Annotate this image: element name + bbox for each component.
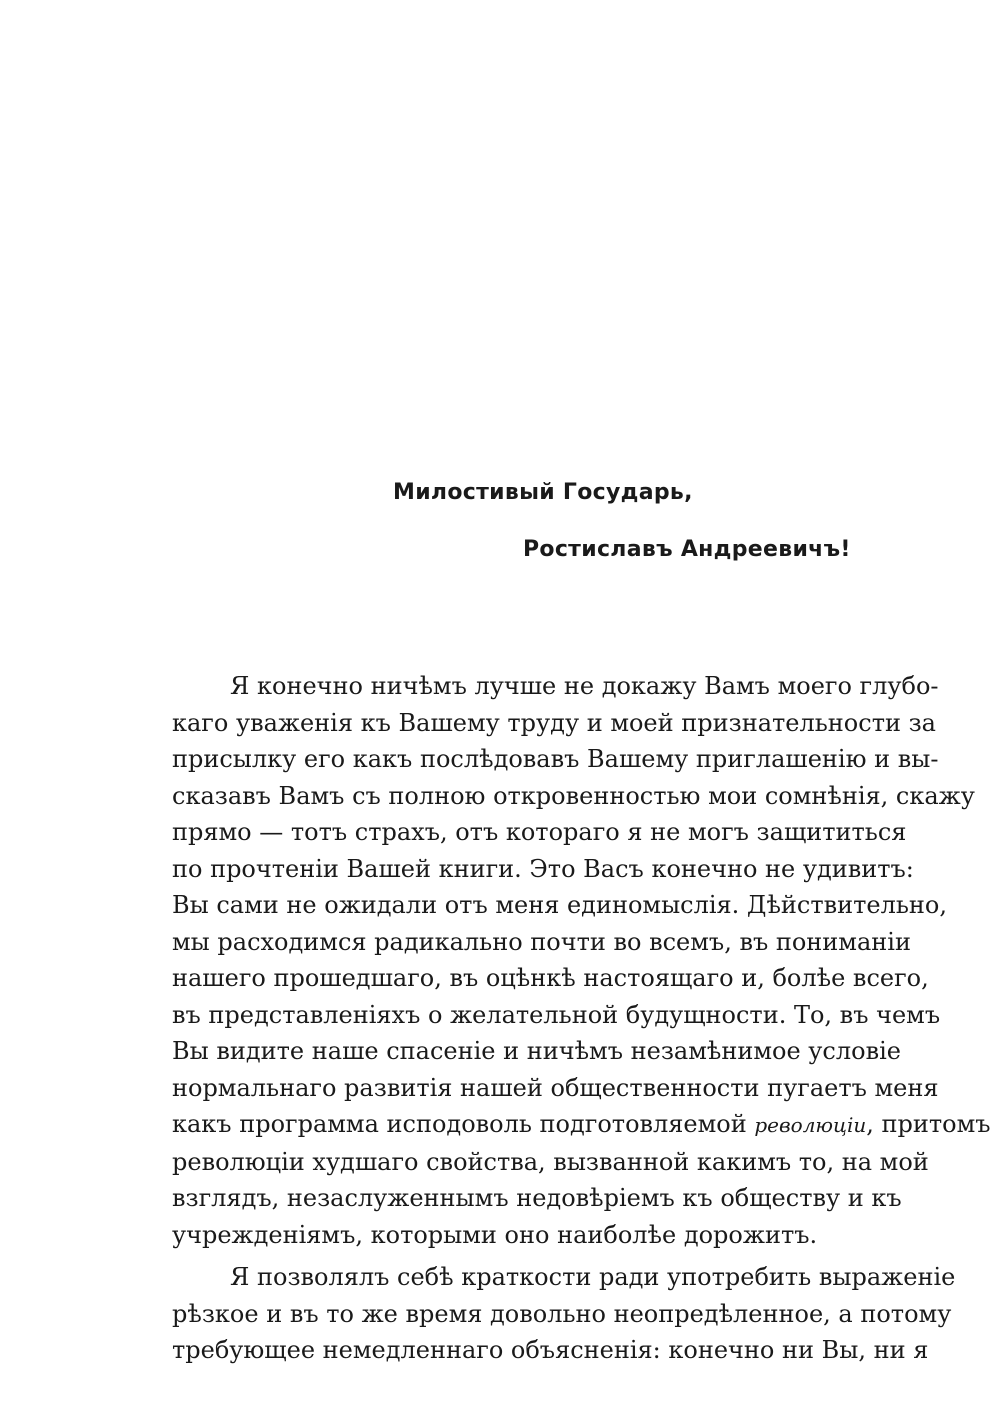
text-line: присылку его какъ послѣдовавъ Вашему приглашенію и вы- bbox=[172, 745, 939, 773]
text-line: Я конечно ничѣмъ лучше не докажу Вамъ моего глубо- bbox=[230, 672, 939, 700]
text-line: Я позволялъ себѣ краткости ради употребить выраженіе bbox=[230, 1263, 956, 1291]
text-line: нормальнаго развитія нашей общественности пугаетъ меня bbox=[172, 1073, 939, 1102]
text-line: нашего прошедшаго, въ оцѣнкѣ настоящаго и, болѣе всего, bbox=[172, 964, 929, 992]
text-line: требующее немедленнаго объясненія: конечно ни Вы, ни я bbox=[172, 1336, 929, 1364]
paragraph-1 bbox=[172, 668, 991, 1253]
text-line: взглядъ, незаслуженнымъ недовѣріемъ къ обществу и къ bbox=[172, 1184, 902, 1212]
text-line-annotated bbox=[172, 1106, 991, 1144]
text-line: каго уваженія къ Вашему труду и моей признательности за bbox=[172, 708, 936, 737]
text-segment: , притомъ bbox=[866, 1110, 991, 1138]
text-line: прямо — тотъ страхъ, отъ котораго я не могъ защититься bbox=[172, 818, 907, 846]
text-line: рѣзкое и въ то же время довольно неопредѣленное, а потому bbox=[172, 1299, 952, 1328]
text-line: мы расходимся радикально почти во всемъ, въ пониманіи bbox=[172, 927, 911, 956]
handwritten-annotation: революціи bbox=[754, 1113, 867, 1137]
text-line: Вы сами не ожидали отъ меня единомыслія. Дѣйствительно, bbox=[172, 891, 948, 919]
paragraph-2 bbox=[172, 1259, 956, 1369]
letter-body bbox=[172, 668, 991, 1369]
text-line: по прочтеніи Вашей книги. Это Васъ конечно не удивитъ: bbox=[172, 854, 914, 883]
salutation-line-1: Милостивый Государь, bbox=[393, 480, 693, 505]
text-line: въ представленіяхъ о желательной будущности. То, въ чемъ bbox=[172, 1000, 941, 1029]
text-line: Вы видите наше спасеніе и ничѣмъ незамѣнимое условіе bbox=[172, 1037, 901, 1065]
text-segment: какъ программа исподоволь подготовляемой bbox=[172, 1110, 747, 1138]
text-line: сказавъ Вамъ съ полною откровенностью мои сомнѣнія, скажу bbox=[172, 781, 975, 810]
text-line: революціи худшаго свойства, вызванной какимъ то, на мой bbox=[172, 1147, 929, 1176]
text-line: учрежденіямъ, которыми оно наиболѣе дорожитъ. bbox=[172, 1220, 818, 1249]
salutation-line-2: Ростиславъ Андреевичъ! bbox=[523, 537, 851, 562]
